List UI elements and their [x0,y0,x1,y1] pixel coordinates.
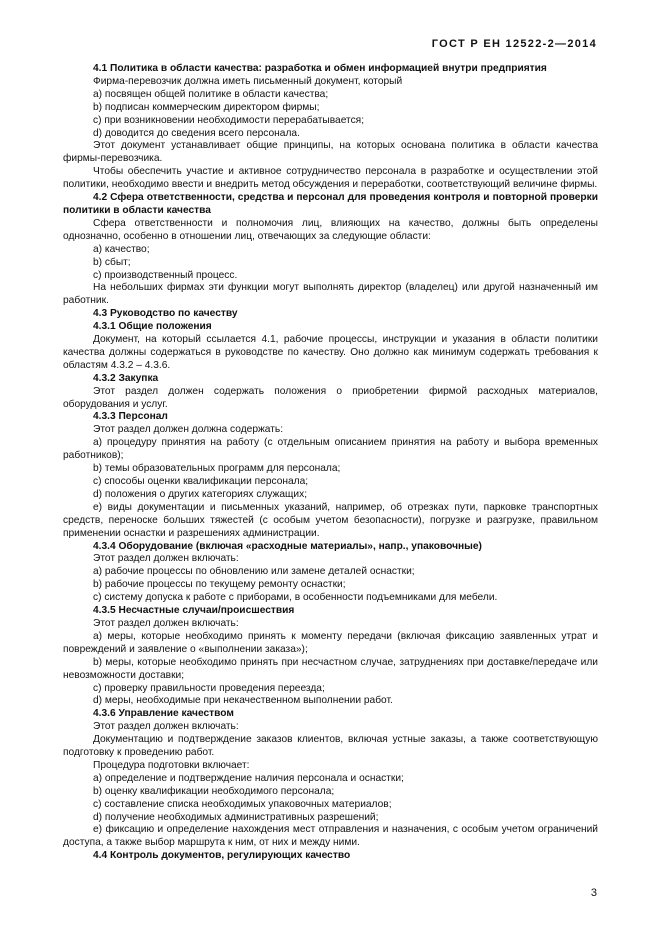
paragraph: Фирма-перевозчик должна иметь письменный документ, который [93,75,403,87]
paragraph: b) оценку квалификации необходимого персонала; [93,785,335,797]
paragraph: e) фиксацию и определение нахождения мест отправления и назначения, с особым учетом ограничений доступа, а также выбор маршрута к ним, от них и между ними. [63,824,598,849]
section-heading: 4.3.4 Оборудование (включая «расходные материалы», напр., упаковочные) [93,540,482,552]
paragraph: c) способы оценки квалификации персонала; [93,476,309,487]
paragraph: a) рабочие процессы по обновлению или замене деталей оснастки; [93,566,415,578]
paragraph: d) меры, необходимые при некачественном выполнении работ. [93,695,393,707]
paragraph: e) виды документации и письменных указаний, например, об отрезках пути, парковке транспортных средств, переноске больших тяжестей (с особым учетом безопасности), погрузке и разгрузке, правильном применении оснастки и разрешениях администрации. [63,501,598,539]
paragraph: a) посвящен общей политике в области качества; [93,88,329,100]
section-heading: 4.3.3 Персонал [93,411,168,423]
paragraph: Процедура подготовки включает: [93,759,250,771]
paragraph: b) темы образовательных программ для персонала; [93,463,341,475]
paragraph: c) при возникновении необходимости перерабатывается; [93,114,365,126]
paragraph: Чтобы обеспечить участие и активное сотрудничество персонала в разработке и осуществлении этой политики, необходимо ввести и внедрить метод обсуждения и переработки, соответствующий величине фирмы. [63,166,598,191]
paragraph: a) процедуру принятия на работу (с отдельным описанием принятия на работу и выбора временных работников); [63,437,598,462]
paragraph: c) производственный процесс. [93,269,238,281]
section-heading: 4.3.6 Управление качеством [93,708,234,720]
paragraph: c) составление списка необходимых упаковочных материалов; [93,798,392,810]
paragraph: Этот раздел должен включать: [93,617,239,629]
section-heading: 4.3.1 Общие положения [93,321,212,333]
section-heading: 4.1 Политика в области качества: разработка и обмен информацией внутри предприятия [93,63,547,74]
section-heading: 4.3.2 Закупка [93,372,159,384]
paragraph: c) систему допуска к работе с приборами, в особенности подъемниками для мебели. [93,592,498,604]
section-heading: 4.2 Сфера ответственности, средства и персонал для проведения контроля и повторной проверки политики в области качества [63,192,598,216]
page-number: 3 [590,887,597,899]
paragraph: Этот раздел должен включать: [93,721,239,733]
paragraph: Этот раздел должен включать: [93,553,239,565]
document-header: ГОСТ Р ЕН 12522-2—2014 [431,38,597,50]
section-heading: 4.3 Руководство по качеству [93,308,238,320]
paragraph: b) сбыт; [93,256,131,268]
paragraph: Этот раздел должен содержать положения о приобретении фирмой расходных материалов, оборудования и услуг. [63,385,598,410]
paragraph: Сфера ответственности и полномочия лиц, влияющих на качество, должны быть определены однозначно, особенно в отношении лиц, отвечающих за следующие области: [63,217,598,242]
section-heading: 4.4 Контроль документов, регулирующих качество [93,850,351,862]
paragraph: Этот документ устанавливает общие принципы, на которых основана политика в области качества фирмы-перевозчика. [63,140,598,165]
paragraph: На небольших фирмах эти функции могут выполнять директор (владелец) или другой назначенный им работник. [63,282,598,307]
paragraph: d) положения о других категориях служащих; [93,488,308,500]
paragraph: b) подписан коммерческим директором фирмы; [93,101,320,113]
paragraph: Документацию и подтверждение заказов клиентов, включая устные заказы, а также соответствующую подготовку к проведению работ. [63,734,598,759]
paragraph: Документ, на который ссылается 4.1, рабочие процессы, инструкции и указания в области политики качества должны содержаться в руководстве по качеству. Оно должно как минимум содержать требования к областям 4.3.2 – 4.3.6. [63,334,598,371]
paragraph: a) меры, которые необходимо принять к моменту передачи (включая фиксацию заявленных утрат и повреждений и заявление о «выполнении заказа»); [63,630,598,655]
section-heading: 4.3.5 Несчастные случаи/происшествия [93,605,295,617]
document-body [63,63,598,863]
paragraph: d) получение необходимых административных разрешений; [93,811,379,823]
paragraph: b) меры, которые необходимо принять при несчастном случае, затруднениях при доставке/передаче или невозможности доставки; [63,656,598,681]
paragraph: b) рабочие процессы по текущему ремонту оснастки; [93,579,346,591]
paragraph: a) определение и подтверждение наличия персонала и оснастки; [93,772,404,784]
paragraph: Этот раздел должен должна содержать: [93,424,284,436]
paragraph: d) доводится до сведения всего персонала. [93,127,300,139]
paragraph: c) проверку правильности проведения переезда; [93,682,325,694]
paragraph: a) качество; [93,243,150,255]
